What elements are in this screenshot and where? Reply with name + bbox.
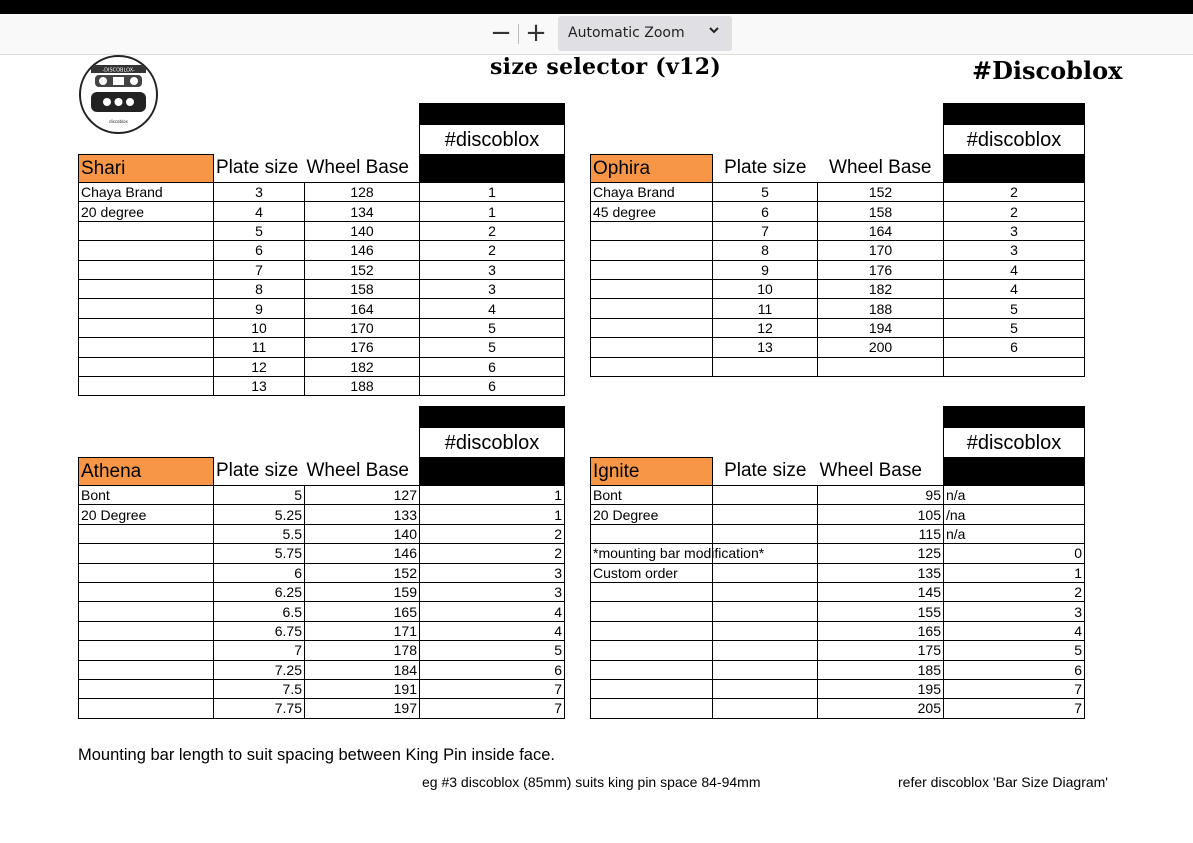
window-top-bar — [0, 0, 1193, 14]
wheel-base-cell: 176 — [818, 260, 944, 279]
plate-size-cell: 11 — [713, 299, 818, 318]
notes-cell: Chaya Brand — [79, 183, 214, 202]
discoblox-size-cell: 2 — [420, 524, 565, 543]
notes-cell — [591, 357, 713, 376]
notes-cell: 20 Degree — [591, 505, 713, 524]
table-row — [591, 202, 1085, 221]
header-bar — [420, 407, 565, 428]
notes-cell: Bont — [591, 486, 713, 505]
notes-cell — [591, 260, 713, 279]
notes-cell — [591, 221, 713, 240]
table-row — [79, 279, 565, 298]
zoom-in-button[interactable]: + — [525, 18, 547, 48]
wheel-base-cell: 140 — [305, 221, 420, 240]
example-note: eg #3 discoblox (85mm) suits king pin space 84-94mm — [422, 774, 761, 790]
wheel-base-cell: 146 — [305, 544, 420, 563]
plate-size-cell — [713, 563, 818, 582]
wheel-base-cell: 127 — [305, 486, 420, 505]
plate-size-cell: 8 — [713, 241, 818, 260]
discoblox-size-cell: n/a — [944, 486, 1085, 505]
wheel-base-cell: 152 — [305, 563, 420, 582]
model-name: Ophira — [591, 155, 713, 183]
table-row — [79, 544, 565, 563]
plate-size-cell: 7 — [214, 641, 305, 660]
plate-size-cell — [713, 679, 818, 698]
wheel-base-header: Wheel Base — [306, 157, 409, 179]
notes-cell: Bont — [79, 486, 214, 505]
discoblox-size-cell — [944, 357, 1085, 376]
discoblox-size-cell: 6 — [944, 660, 1085, 679]
notes-cell — [79, 318, 214, 337]
plate-size-cell: 5.5 — [214, 524, 305, 543]
brand-heading: #Discoblox — [972, 56, 1123, 85]
plate-size-cell: 12 — [713, 318, 818, 337]
svg-text:discoblox: discoblox — [109, 119, 128, 124]
wheel-base-cell: 185 — [818, 660, 944, 679]
wheel-base-cell: 128 — [305, 183, 420, 202]
plate-size-header: Plate size — [724, 157, 807, 179]
discoblox-size-cell: 2 — [944, 582, 1085, 601]
wheel-base-header: Wheel Base — [829, 157, 932, 179]
plate-size-cell: 7 — [713, 221, 818, 240]
notes-cell — [79, 660, 214, 679]
athena-size-table — [78, 406, 565, 719]
plate-size-cell: 7.5 — [214, 679, 305, 698]
table-row — [591, 563, 1085, 582]
discoblox-size-cell: 6 — [944, 338, 1085, 357]
plate-size-header: Plate size — [216, 460, 299, 482]
plate-size-cell: 5 — [214, 486, 305, 505]
model-name: Ignite — [591, 458, 713, 486]
discoblox-size-cell: 4 — [420, 602, 565, 621]
wheel-base-cell: 105 — [818, 505, 944, 524]
table-row — [79, 641, 565, 660]
table-row — [79, 602, 565, 621]
notes-cell: 20 degree — [79, 202, 214, 221]
notes-cell — [79, 357, 214, 376]
table-row — [591, 660, 1085, 679]
table-row — [591, 299, 1085, 318]
wheel-base-cell: 159 — [305, 582, 420, 601]
wheel-base-cell: 188 — [305, 376, 420, 395]
wheel-base-cell: 152 — [305, 260, 420, 279]
table-row — [591, 241, 1085, 260]
plate-size-cell: 10 — [713, 279, 818, 298]
plate-size-cell — [713, 524, 818, 543]
table-row — [591, 544, 1085, 563]
ophira-size-table — [590, 103, 1085, 377]
discoblox-size-cell: 7 — [420, 699, 565, 718]
plate-size-cell — [713, 505, 818, 524]
table-row — [591, 318, 1085, 337]
discoblox-size-cell: 5 — [944, 318, 1085, 337]
notes-cell — [79, 582, 214, 601]
zoom-out-button[interactable]: − — [490, 18, 512, 48]
discoblox-size-cell: 3 — [420, 563, 565, 582]
plate-size-cell: 7 — [214, 260, 305, 279]
plate-size-cell — [713, 357, 818, 376]
plate-size-cell — [713, 486, 818, 505]
discoblox-tag: #discoblox — [944, 428, 1085, 458]
discoblox-size-cell: 4 — [420, 621, 565, 640]
table-row — [79, 376, 565, 395]
plate-size-cell: 4 — [214, 202, 305, 221]
table-row — [79, 318, 565, 337]
plate-size-cell: 3 — [214, 183, 305, 202]
discoblox-size-cell: 0 — [944, 544, 1085, 563]
notes-cell — [79, 641, 214, 660]
discoblox-size-cell: 2 — [420, 544, 565, 563]
plate-size-cell: 6 — [214, 563, 305, 582]
plate-size-cell: 9 — [713, 260, 818, 279]
discoblox-size-cell: 7 — [944, 679, 1085, 698]
table-row — [79, 524, 565, 543]
table-row — [591, 357, 1085, 376]
plate-size-cell — [713, 621, 818, 640]
table-row — [591, 679, 1085, 698]
notes-cell — [79, 241, 214, 260]
plate-size-cell — [713, 699, 818, 718]
discoblox-size-cell: 1 — [420, 183, 565, 202]
model-name: Shari — [79, 155, 214, 183]
wheel-base-cell: 125 — [818, 544, 944, 563]
plate-size-cell: 7.25 — [214, 660, 305, 679]
wheel-base-cell: 184 — [305, 660, 420, 679]
plate-size-cell: 5.25 — [214, 505, 305, 524]
table-row — [591, 602, 1085, 621]
wheel-base-cell: 171 — [305, 621, 420, 640]
notes-cell — [591, 241, 713, 260]
notes-cell — [79, 679, 214, 698]
shari-size-table — [78, 103, 565, 396]
table-row — [79, 357, 565, 376]
ignite-size-table — [590, 406, 1085, 719]
table-row — [79, 679, 565, 698]
table-row — [591, 221, 1085, 240]
table-row — [79, 486, 565, 505]
discoblox-size-cell: 5 — [420, 641, 565, 660]
wheel-base-cell: 145 — [818, 582, 944, 601]
zoom-select[interactable] — [558, 16, 732, 51]
plate-size-cell: 6.25 — [214, 582, 305, 601]
wheel-base-cell: 158 — [305, 279, 420, 298]
table-row — [79, 299, 565, 318]
discoblox-size-header — [420, 458, 565, 486]
discoblox-size-cell: 1 — [420, 505, 565, 524]
wheel-base-header: Wheel Base — [819, 460, 922, 482]
page-title: size selector (v12) — [490, 54, 722, 80]
discoblox-size-cell: 2 — [944, 202, 1085, 221]
wheel-base-cell: 165 — [818, 621, 944, 640]
table-row — [79, 699, 565, 718]
wheel-base-header: Wheel Base — [306, 460, 409, 482]
table-row — [79, 505, 565, 524]
wheel-base-cell: 133 — [305, 505, 420, 524]
notes-cell — [79, 338, 214, 357]
notes-cell — [591, 660, 713, 679]
discoblox-size-cell: 3 — [944, 221, 1085, 240]
notes-cell: *mounting bar modification* — [591, 544, 713, 563]
discoblox-size-cell: 6 — [420, 357, 565, 376]
wheel-base-cell: 175 — [818, 641, 944, 660]
discoblox-size-cell: 6 — [420, 376, 565, 395]
discoblox-tag: #discoblox — [420, 428, 565, 458]
notes-cell — [591, 699, 713, 718]
table-row — [591, 279, 1085, 298]
header-bar — [944, 104, 1085, 125]
discoblox-size-cell: 5 — [944, 641, 1085, 660]
discoblox-size-cell: 2 — [944, 183, 1085, 202]
plate-size-cell — [713, 660, 818, 679]
plate-size-cell: 6.75 — [214, 621, 305, 640]
discoblox-size-cell: 1 — [944, 563, 1085, 582]
discoblox-size-cell: 4 — [944, 279, 1085, 298]
wheel-base-cell: 164 — [305, 299, 420, 318]
wheel-base-cell: 194 — [818, 318, 944, 337]
table-row — [591, 621, 1085, 640]
wheel-base-cell: 195 — [818, 679, 944, 698]
table-row — [79, 621, 565, 640]
table-row — [591, 524, 1085, 543]
discoblox-size-cell: 3 — [420, 279, 565, 298]
plate-size-cell: 5.75 — [214, 544, 305, 563]
plate-size-cell — [713, 641, 818, 660]
plate-size-cell: 10 — [214, 318, 305, 337]
discoblox-size-cell: 5 — [420, 318, 565, 337]
wheel-base-cell: 135 — [818, 563, 944, 582]
wheel-base-cell: 146 — [305, 241, 420, 260]
plate-size-cell — [713, 582, 818, 601]
discoblox-size-cell: /na — [944, 505, 1085, 524]
notes-cell — [591, 641, 713, 660]
table-row — [79, 582, 565, 601]
notes-cell — [79, 299, 214, 318]
wheel-base-cell: 170 — [305, 318, 420, 337]
discoblox-size-cell: 5 — [420, 338, 565, 357]
wheel-base-cell: 200 — [818, 338, 944, 357]
plate-size-cell: 13 — [713, 338, 818, 357]
wheel-base-cell: 134 — [305, 202, 420, 221]
table-row — [79, 221, 565, 240]
notes-cell — [79, 699, 214, 718]
notes-cell — [591, 582, 713, 601]
notes-cell — [79, 221, 214, 240]
header-bar — [420, 104, 565, 125]
table-row — [591, 699, 1085, 718]
table-row — [79, 260, 565, 279]
discoblox-size-cell: 3 — [420, 260, 565, 279]
wheel-base-cell: 178 — [305, 641, 420, 660]
table-row — [79, 241, 565, 260]
wheel-base-cell: 205 — [818, 699, 944, 718]
discoblox-size-cell: 3 — [420, 582, 565, 601]
plate-size-cell: 7.75 — [214, 699, 305, 718]
plate-size-cell: 12 — [214, 357, 305, 376]
toolbar-separator — [518, 24, 519, 44]
discoblox-tag: #discoblox — [420, 125, 565, 155]
notes-cell — [591, 279, 713, 298]
wheel-base-cell: 170 — [818, 241, 944, 260]
table-row — [591, 183, 1085, 202]
notes-cell — [79, 563, 214, 582]
wheel-base-cell: 197 — [305, 699, 420, 718]
table-row — [591, 505, 1085, 524]
notes-cell — [79, 260, 214, 279]
notes-cell — [79, 376, 214, 395]
notes-cell — [79, 621, 214, 640]
discoblox-size-cell: 1 — [420, 486, 565, 505]
discoblox-tag: #discoblox — [944, 125, 1085, 155]
plate-size-cell: 11 — [214, 338, 305, 357]
plate-size-cell: 8 — [214, 279, 305, 298]
header-bar — [944, 407, 1085, 428]
model-name: Athena — [79, 458, 214, 486]
notes-cell: Chaya Brand — [591, 183, 713, 202]
wheel-base-cell: 188 — [818, 299, 944, 318]
wheel-base-cell: 95 — [818, 486, 944, 505]
notes-cell — [591, 621, 713, 640]
table-row — [79, 338, 565, 357]
wheel-base-cell: 115 — [818, 524, 944, 543]
wheel-base-cell: 176 — [305, 338, 420, 357]
wheel-base-cell: 164 — [818, 221, 944, 240]
mounting-note: Mounting bar length to suit spacing between King Pin inside face. — [78, 746, 555, 764]
table-row — [591, 582, 1085, 601]
wheel-base-cell: 191 — [305, 679, 420, 698]
wheel-base-cell: 165 — [305, 602, 420, 621]
notes-cell — [79, 279, 214, 298]
notes-cell — [591, 524, 713, 543]
notes-cell: Custom order — [591, 563, 713, 582]
table-row — [79, 202, 565, 221]
notes-cell — [79, 524, 214, 543]
plate-size-cell: 5 — [713, 183, 818, 202]
svg-text:-DISCOBLOX-: -DISCOBLOX- — [102, 67, 135, 74]
table-row — [591, 641, 1085, 660]
wheel-base-cell: 152 — [818, 183, 944, 202]
table-row — [79, 563, 565, 582]
discoblox-size-header — [944, 155, 1085, 183]
discoblox-size-cell: 6 — [420, 660, 565, 679]
wheel-base-cell: 182 — [818, 279, 944, 298]
discoblox-size-cell: 5 — [944, 299, 1085, 318]
table-row — [591, 260, 1085, 279]
discoblox-size-header — [420, 155, 565, 183]
zoom-select-value: Automatic Zoom — [568, 25, 685, 41]
discoblox-size-cell: 4 — [944, 621, 1085, 640]
wheel-base-cell: 158 — [818, 202, 944, 221]
plate-size-cell: 13 — [214, 376, 305, 395]
table-row — [79, 183, 565, 202]
plate-size-cell: 9 — [214, 299, 305, 318]
plate-size-header: Plate size — [216, 157, 299, 179]
notes-cell — [591, 318, 713, 337]
wheel-base-cell: 140 — [305, 524, 420, 543]
notes-cell — [591, 602, 713, 621]
table-row — [591, 486, 1085, 505]
notes-cell: 45 degree — [591, 202, 713, 221]
table-row — [79, 660, 565, 679]
notes-cell — [79, 544, 214, 563]
discoblox-size-cell: 4 — [420, 299, 565, 318]
plate-size-cell: 6 — [713, 202, 818, 221]
discoblox-size-cell: n/a — [944, 524, 1085, 543]
discoblox-size-cell: 1 — [420, 202, 565, 221]
discoblox-size-cell: 3 — [944, 602, 1085, 621]
refer-note: refer discoblox 'Bar Size Diagram' — [898, 774, 1108, 790]
notes-cell: 20 Degree — [79, 505, 214, 524]
notes-cell — [591, 299, 713, 318]
discoblox-size-cell: 4 — [944, 260, 1085, 279]
wheel-base-cell: 182 — [305, 357, 420, 376]
plate-size-cell — [713, 602, 818, 621]
discoblox-size-cell: 2 — [420, 221, 565, 240]
discoblox-size-cell: 7 — [944, 699, 1085, 718]
plate-size-cell: 6 — [214, 241, 305, 260]
discoblox-size-cell: 7 — [420, 679, 565, 698]
notes-cell — [79, 602, 214, 621]
chevron-down-icon — [708, 24, 720, 40]
discoblox-size-cell: 2 — [420, 241, 565, 260]
notes-cell — [591, 338, 713, 357]
pdf-toolbar — [0, 14, 1193, 55]
discoblox-size-header — [944, 458, 1085, 486]
plate-size-header: Plate size — [724, 460, 807, 482]
discoblox-size-cell: 3 — [944, 241, 1085, 260]
plate-size-cell: 6.5 — [214, 602, 305, 621]
notes-cell — [591, 679, 713, 698]
wheel-base-cell: 155 — [818, 602, 944, 621]
table-row — [591, 338, 1085, 357]
wheel-base-cell — [818, 357, 944, 376]
plate-size-cell: 5 — [214, 221, 305, 240]
